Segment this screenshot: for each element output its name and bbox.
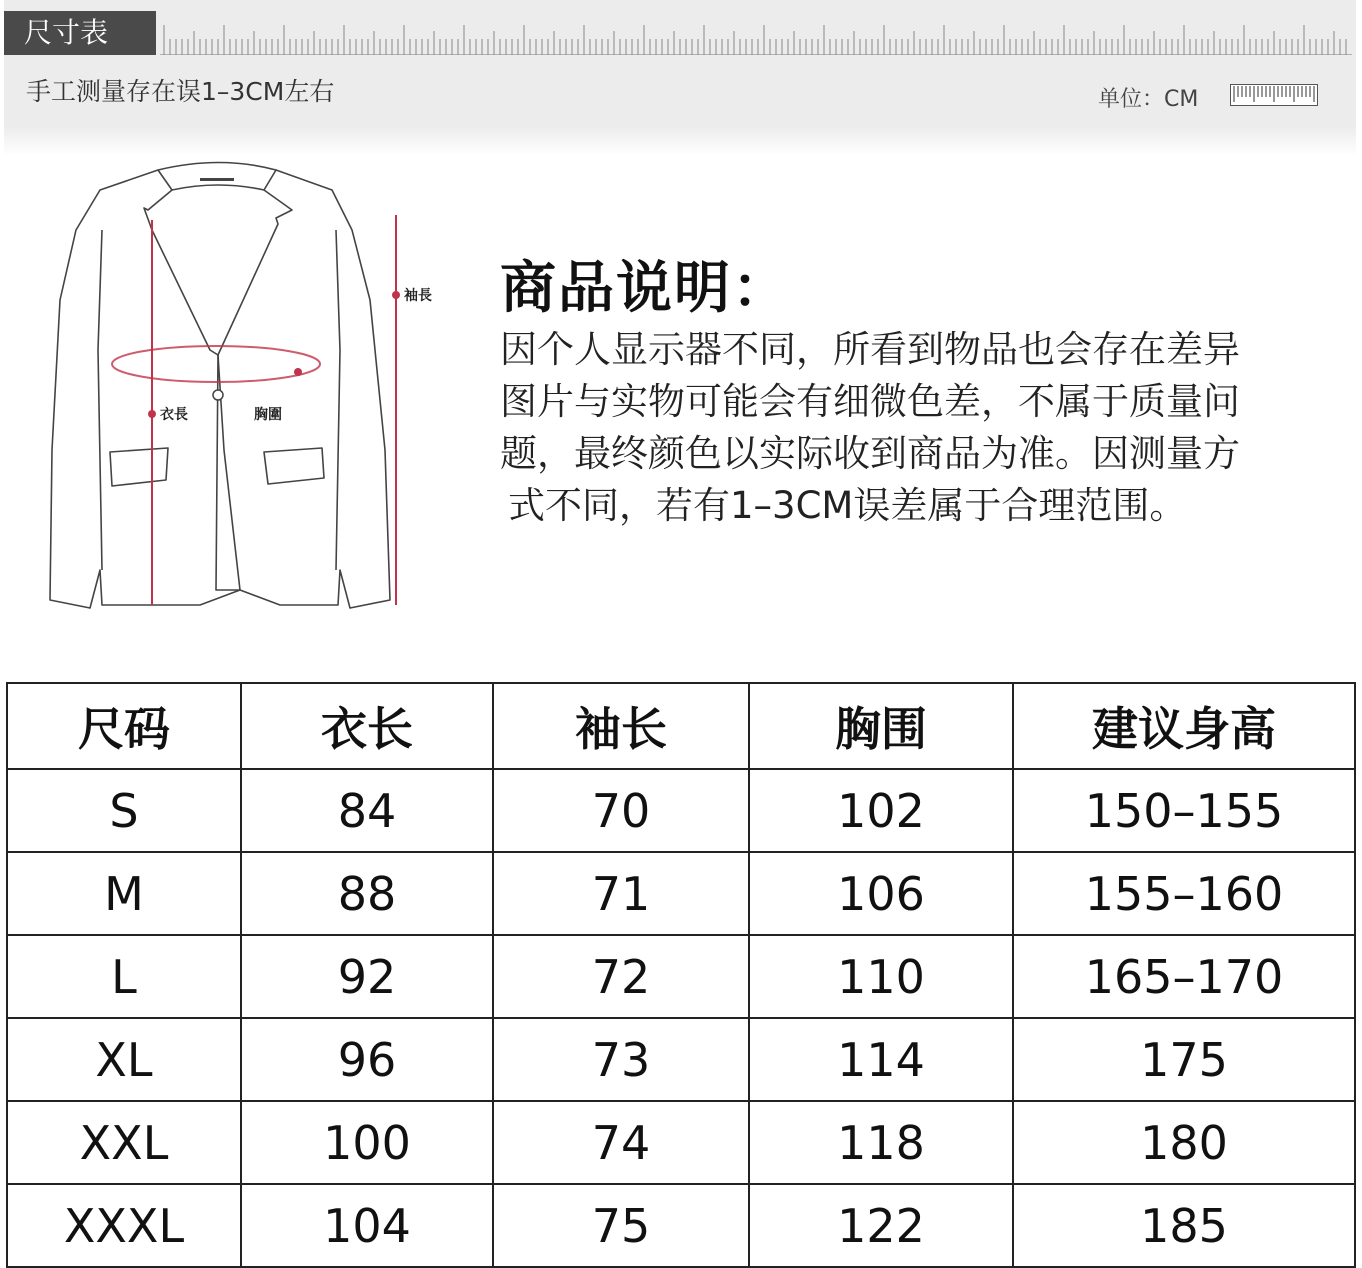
cell-size: XL <box>7 1018 241 1101</box>
length-label: 衣長 <box>160 407 188 423</box>
cell-chest: 122 <box>749 1184 1013 1267</box>
chest-line <box>112 346 320 382</box>
jacket-diagram <box>40 150 480 620</box>
cell-height: 150–155 <box>1013 769 1355 852</box>
table-row <box>7 935 1355 1018</box>
cell-height: 180 <box>1013 1101 1355 1184</box>
cell-size: XXL <box>7 1101 241 1184</box>
cell-chest: 118 <box>749 1101 1013 1184</box>
sleeve-label: 袖長 <box>404 288 432 304</box>
cell-chest: 106 <box>749 852 1013 935</box>
chest-label: 胸圍 <box>254 407 282 423</box>
cell-size: XXXL <box>7 1184 241 1267</box>
cell-chest: 114 <box>749 1018 1013 1101</box>
cell-sleeve: 71 <box>493 852 749 935</box>
cell-length: 100 <box>241 1101 493 1184</box>
cell-height: 185 <box>1013 1184 1355 1267</box>
size-table <box>6 682 1356 1268</box>
table-row <box>7 1018 1355 1101</box>
cell-size: S <box>7 769 241 852</box>
cell-length: 96 <box>241 1018 493 1101</box>
measurement-note: 手工测量存在误1–3CM左右 <box>26 77 335 106</box>
cell-sleeve: 73 <box>493 1018 749 1101</box>
header-band <box>4 0 1356 126</box>
cell-sleeve: 72 <box>493 935 749 1018</box>
description-line: 图片与实物可能会有细微色差，不属于质量问 <box>500 380 1240 423</box>
cell-length: 104 <box>241 1184 493 1267</box>
cell-height: 175 <box>1013 1018 1355 1101</box>
column-header-sleeve: 袖长 <box>493 683 749 769</box>
cell-height: 155–160 <box>1013 852 1355 935</box>
description-line: 式不同，若有1–3CM误差属于合理范围。 <box>508 484 1187 527</box>
description-line: 因个人显示器不同，所看到物品也会存在差异 <box>500 328 1240 371</box>
pocket-left <box>110 448 168 486</box>
cell-length: 88 <box>241 852 493 935</box>
description-line: 题，最终颜色以实际收到商品为准。因测量方 <box>500 432 1240 475</box>
cell-length: 92 <box>241 935 493 1018</box>
cell-height: 165–170 <box>1013 935 1355 1018</box>
cell-sleeve: 70 <box>493 769 749 852</box>
column-header-chest: 胸围 <box>749 683 1013 769</box>
unit-ruler-icon <box>1230 84 1318 106</box>
cell-chest: 110 <box>749 935 1013 1018</box>
pocket-right <box>264 448 324 484</box>
table-row <box>7 1184 1355 1267</box>
jacket-collar <box>158 163 276 191</box>
column-header-size: 尺码 <box>7 683 241 769</box>
table-header-row <box>7 683 1355 769</box>
ruler-decoration <box>160 11 1352 55</box>
table-row <box>7 1101 1355 1184</box>
jacket-lapel-right <box>218 190 292 355</box>
page-title: 尺寸表 <box>4 11 156 55</box>
description-body <box>500 324 1340 532</box>
cell-sleeve: 75 <box>493 1184 749 1267</box>
jacket-lapel-left <box>144 190 218 355</box>
cell-size: M <box>7 852 241 935</box>
cell-size: L <box>7 935 241 1018</box>
cell-sleeve: 74 <box>493 1101 749 1184</box>
table-row <box>7 769 1355 852</box>
column-header-height: 建议身高 <box>1013 683 1355 769</box>
description-title: 商品说明： <box>500 256 790 321</box>
unit-label: 单位：CM <box>1098 87 1199 112</box>
column-header-length: 衣长 <box>241 683 493 769</box>
table-row <box>7 852 1355 935</box>
jacket-button <box>213 390 223 400</box>
cell-chest: 102 <box>749 769 1013 852</box>
cell-length: 84 <box>241 769 493 852</box>
